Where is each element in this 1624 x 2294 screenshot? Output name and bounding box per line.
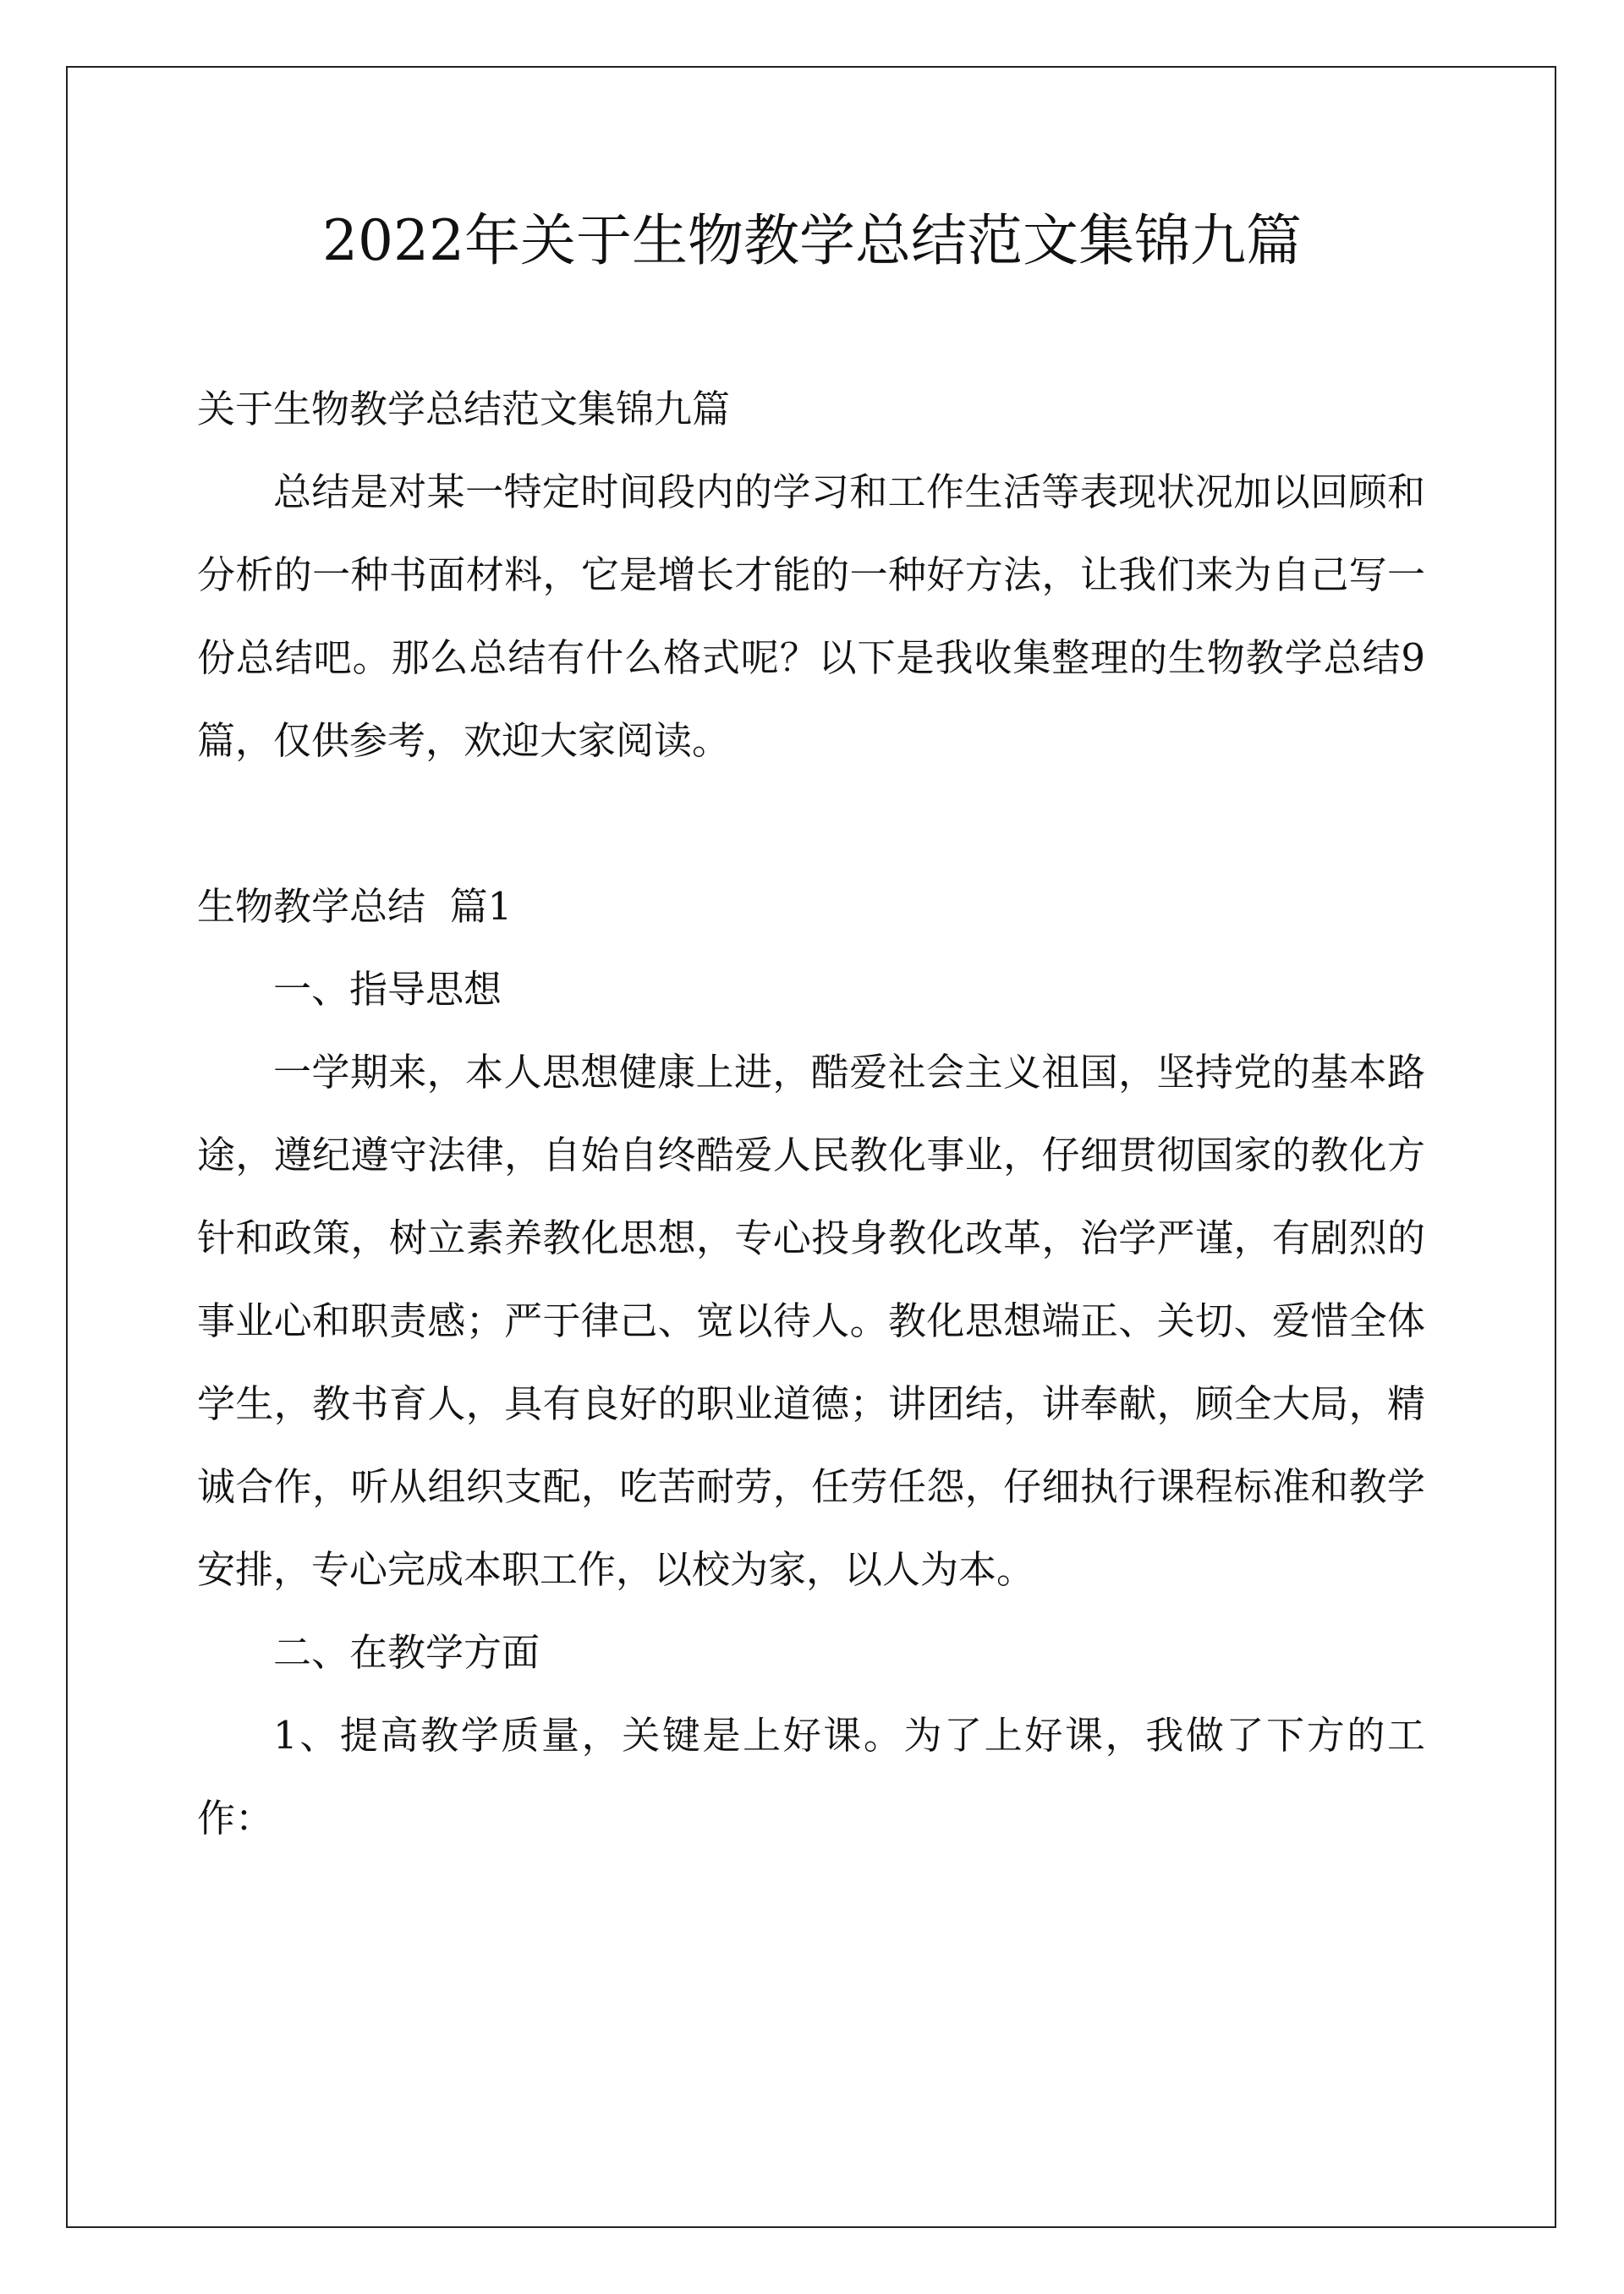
section-title: 生物教学总结 篇1 [197, 884, 513, 929]
intro-paragraph: 总结是对某一特定时间段内的学习和工作生活等表现状况加以回顾和分析的一种书面材料，它是增长才能的一种好方法，让我们来为自己写一份总结吧。那么总结有什么格式呢？以下是我收集整理的生物教学总结9篇，仅供参考，欢迎大家阅读。 [197, 469, 1425, 763]
heading-teaching: 二、在教学方面 [273, 1630, 540, 1675]
paragraph-guiding-ideology: 一学期来，本人思想健康上进，酷爱社会主义祖国，坚持党的基本路途，遵纪遵守法律，自始自终酷爱人民教化事业，仔细贯彻国家的教化方针和政策，树立素养教化思想，专心投身教化改革，治学严谨，有剧烈的事业心和职责感；严于律己、宽以待人。教化思想端正、关切、爱惜全体学生，教书育人，具有良好的职业道德；讲团结，讲奉献，顾全大局，精诚合作，听从组织支配，吃苦耐劳，任劳任怨，仔细执行课程标准和教学安排，专心完成本职工作，以校为家，以人为本。 [197, 1050, 1425, 1592]
paragraph-teaching: 1、提高教学质量，关键是上好课。为了上好课，我做了下方的工作： [197, 1713, 1425, 1841]
heading-guiding-ideology: 一、指导思想 [273, 967, 502, 1012]
document-body [197, 368, 1425, 1860]
document-subtitle: 关于生物教学总结范文集锦九篇 [197, 387, 731, 431]
document-title: 2022年关于生物教学总结范文集锦九篇 [322, 208, 1302, 273]
